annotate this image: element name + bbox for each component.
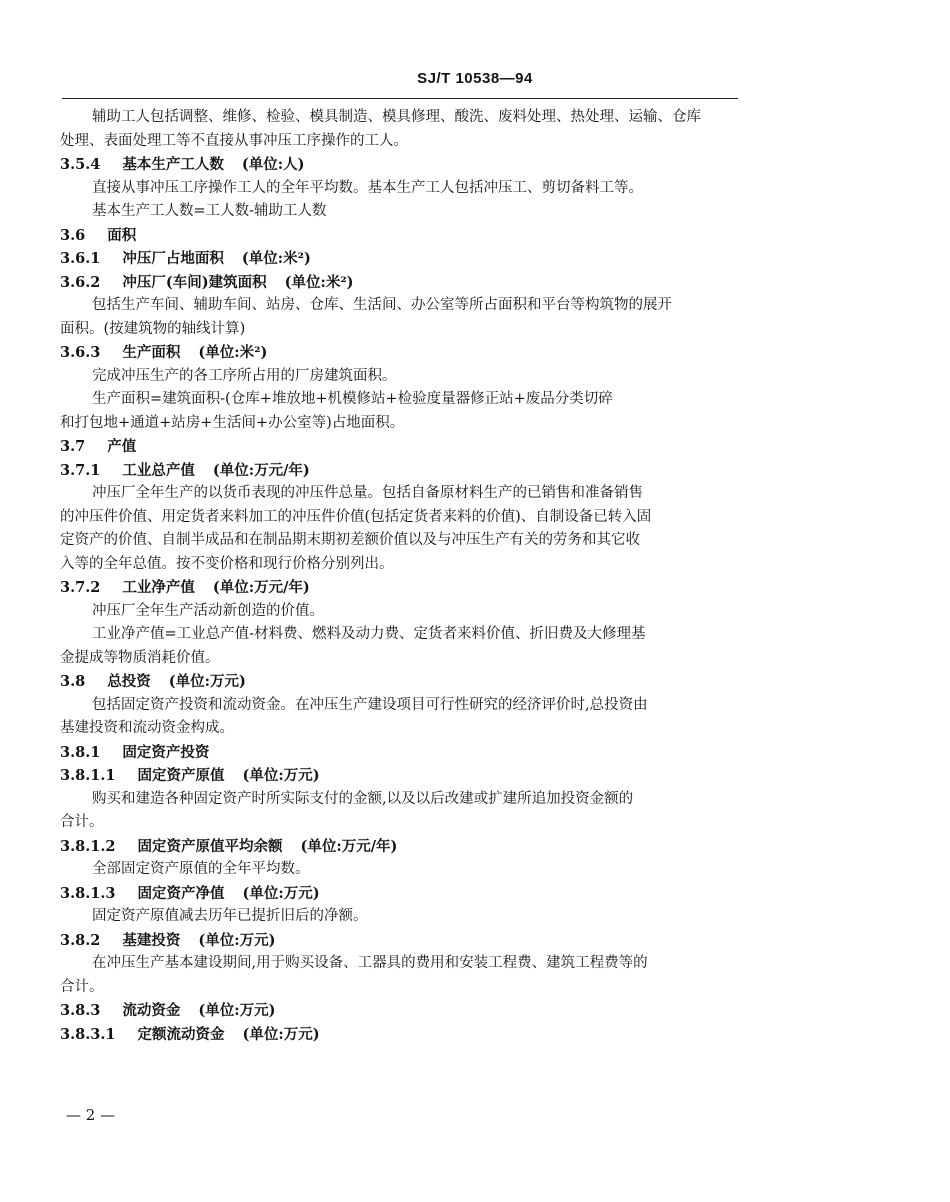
section-number: 3.8.3 xyxy=(60,1002,101,1019)
section-heading xyxy=(60,999,750,1023)
paragraph-line: 购买和建造各种固定资产时所实际支付的金额,以及以后改建或扩建所追加投资金额的 xyxy=(92,790,634,807)
paragraph-line: 包括生产车间、辅助车间、站房、仓库、生活间、办公室等所占面积和平台等构筑物的展开 xyxy=(92,297,672,313)
paragraph-line: 冲压厂全年生产的以货币表现的冲压件总量。包括自备原材料生产的已销售和准备销售 xyxy=(92,485,643,501)
section-unit: (单位:万元) xyxy=(198,931,276,949)
section-heading xyxy=(60,835,750,859)
paragraph-line: 全部固定资产原值的全年平均数。 xyxy=(92,861,310,877)
section-number: 3.8.2 xyxy=(60,931,101,949)
section-unit: (单位:万元/年) xyxy=(212,461,310,479)
section-heading xyxy=(60,435,750,459)
paragraph-line: 完成冲压生产的各工序所占用的厂房建筑面积。 xyxy=(92,367,397,384)
paragraph-line: 工业净产值=工业总产值-材料费、燃料及动力费、定货者来料价值、折旧费及大修理基 xyxy=(92,626,646,642)
section-number: 3.8.1.2 xyxy=(60,837,116,855)
section-number: 3.6 xyxy=(60,226,86,244)
section-number: 3.8 xyxy=(60,673,86,690)
section-title: 工业总产值 xyxy=(122,461,195,479)
section-heading xyxy=(60,153,750,177)
section-heading xyxy=(60,764,750,788)
paragraph-line: 在冲压生产基本建设期间,用于购买设备、工器具的费用和安装工程费、建筑工程费等的 xyxy=(92,955,648,971)
section-unit: (单位:万元) xyxy=(198,1002,276,1019)
section-number: 3.6.2 xyxy=(60,273,101,291)
section-number: 3.7 xyxy=(60,438,86,455)
section-unit: (单位:万元) xyxy=(168,673,246,690)
paragraph-line: 基建投资和流动资金构成。 xyxy=(60,720,234,736)
paragraph-line: 辅助工人包括调整、维修、检验、模具制造、模具修理、酸洗、废料处理、热处理、运输、仓库 xyxy=(92,109,701,125)
section-unit: (单位:米²) xyxy=(241,250,311,267)
section-title: 固定资产原值平均余额 xyxy=(137,837,283,855)
section-title: 冲压厂占地面积 xyxy=(122,250,224,267)
section-title: 产值 xyxy=(107,438,137,455)
section-number: 3.6.3 xyxy=(60,344,101,361)
section-unit: (单位:米²) xyxy=(284,273,354,291)
section-title: 面积 xyxy=(107,226,137,244)
header-rule xyxy=(62,98,738,99)
paragraph-line: 定资产的价值、自制半成品和在制品期末期初差额价值以及与冲压生产有关的劳务和其它收 xyxy=(60,532,640,548)
section-title: 生产面积 xyxy=(122,344,181,361)
section-heading xyxy=(60,882,750,906)
section-heading xyxy=(60,741,750,765)
section-unit: (单位:万元) xyxy=(242,767,320,784)
paragraph-line: 直接从事冲压工序操作工人的全年平均数。基本生产工人包括冲压工、剪切备料工等。 xyxy=(92,179,643,196)
document-code-header: SJ/T 10538—94 xyxy=(417,70,533,87)
section-unit: (单位:万元) xyxy=(242,884,320,902)
paragraph-line: 冲压厂全年生产活动新创造的价值。 xyxy=(92,602,324,619)
section-number: 3.7.1 xyxy=(60,461,101,479)
section-title: 固定资产原值 xyxy=(137,767,225,784)
section-title: 工业净产值 xyxy=(122,579,195,596)
section-title: 基本生产工人数 xyxy=(122,156,224,173)
paragraph-line: 金提成等物质消耗价值。 xyxy=(60,649,220,666)
paragraph-line: 处理、表面处理工等不直接从事冲压工序操作的工人。 xyxy=(60,132,408,149)
paragraph-line: 基本生产工人数=工人数-辅助工人数 xyxy=(92,203,327,219)
paragraph-line: 固定资产原值减去历年已提折旧后的净额。 xyxy=(92,908,368,924)
paragraph-line: 合计。 xyxy=(60,978,104,995)
section-title: 定额流动资金 xyxy=(137,1025,225,1043)
section-heading xyxy=(60,670,750,694)
section-unit: (单位:人) xyxy=(241,156,305,173)
section-heading xyxy=(60,929,750,953)
section-unit: (单位:万元/年) xyxy=(300,837,398,855)
section-number: 3.7.2 xyxy=(60,579,101,596)
section-number: 3.5.4 xyxy=(60,156,101,173)
section-heading xyxy=(60,341,750,365)
paragraph-line: 面积。(按建筑物的轴线计算) xyxy=(60,320,246,337)
section-title: 总投资 xyxy=(107,673,151,690)
paragraph-line: 合计。 xyxy=(60,814,104,830)
paragraph-line: 和打包地+通道+站房+生活间+办公室等)占地面积。 xyxy=(60,414,405,431)
section-heading xyxy=(60,1023,750,1047)
document-body xyxy=(60,106,750,1046)
section-unit: (单位:米²) xyxy=(198,344,268,361)
paragraph-line: 的冲压件价值、用定货者来料加工的冲压件价值(包括定货者来料的价值)、自制设备已转入固 xyxy=(60,508,652,525)
section-number: 3.8.1.1 xyxy=(60,767,116,784)
paragraph-line: 包括固定资产投资和流动资金。在冲压生产建设项目可行性研究的经济评价时,总投资由 xyxy=(92,696,648,713)
section-number: 3.6.1 xyxy=(60,250,101,267)
section-unit: (单位:万元) xyxy=(242,1025,320,1043)
section-title: 固定资产投资 xyxy=(122,743,210,761)
section-number: 3.8.3.1 xyxy=(60,1025,116,1043)
section-heading xyxy=(60,459,750,483)
section-unit: (单位:万元/年) xyxy=(212,579,310,596)
section-number: 3.8.1.3 xyxy=(60,884,116,902)
section-heading xyxy=(60,271,750,295)
section-heading xyxy=(60,224,750,248)
section-title: 冲压厂(车间)建筑面积 xyxy=(122,273,267,291)
paragraph-line: 生产面积=建筑面积-(仓库+堆放地+机模修站+检验度量器修正站+废品分类切碎 xyxy=(92,391,613,407)
paragraph-line: 入等的全年总值。按不变价格和现行价格分别列出。 xyxy=(60,555,394,572)
section-title: 基建投资 xyxy=(122,931,181,949)
section-title: 流动资金 xyxy=(122,1002,181,1019)
section-heading xyxy=(60,576,750,600)
section-heading xyxy=(60,247,750,271)
section-number: 3.8.1 xyxy=(60,743,101,761)
section-title: 固定资产净值 xyxy=(137,884,225,902)
page-number: — 2 — xyxy=(66,1106,116,1124)
